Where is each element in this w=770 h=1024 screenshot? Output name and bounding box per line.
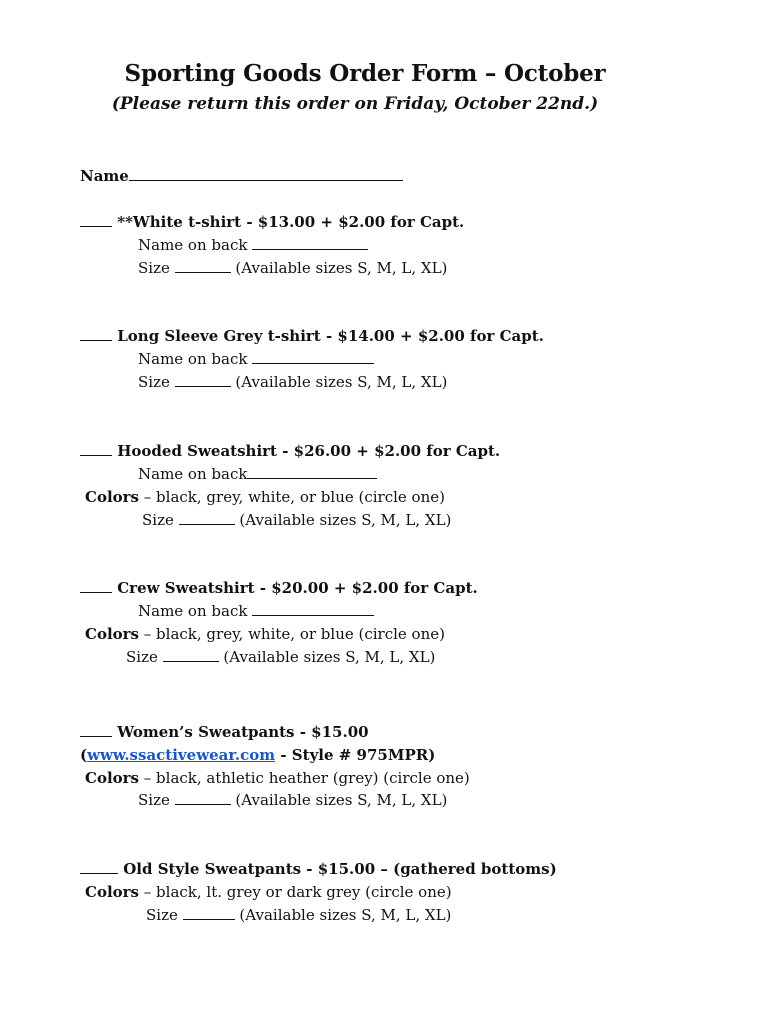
name-on-back-label: Name on back [138,236,248,254]
name-on-back-row [138,464,377,484]
quantity-blank[interactable] [80,326,112,341]
size-row [126,647,435,667]
item-title: Old Style Sweatpants - $15.00 – (gathered bottoms) [123,860,557,878]
colors-row [85,882,452,902]
available-sizes: (Available sizes S, M, L, XL) [223,648,436,666]
name-on-back-blank[interactable] [252,349,374,364]
size-label: Size [146,906,178,924]
color-options[interactable]: – black, grey, white, or blue (circle one) [143,488,445,506]
colors-label: Colors [85,488,139,506]
quantity-blank[interactable] [80,859,118,874]
name-input-blank[interactable] [129,166,403,181]
colors-label: Colors [85,883,139,901]
paren-open: ( [80,746,88,764]
colors-row [85,624,445,644]
item-hooded-sweatshirt-title-row [80,441,500,461]
item-old-style-sweatpants-title-row [80,859,557,879]
available-sizes: (Available sizes S, M, L, XL) [235,791,448,809]
size-label: Size [138,373,170,391]
available-sizes: (Available sizes S, M, L, XL) [239,511,452,529]
size-label: Size [138,259,170,277]
item-title: Hooded Sweatshirt - $26.00 + $2.00 for Capt. [117,442,501,460]
item-womens-sweatpants-title-row [80,722,369,742]
item-white-tshirt-title-row [80,212,464,232]
page-subtitle: (Please return this order on Friday, October 22nd.) [111,94,599,114]
item-title: Crew Sweatshirt - $20.00 + $2.00 for Capt. [117,579,478,597]
name-on-back-label: Name on back [138,465,248,483]
item-title: Long Sleeve Grey t-shirt - $14.00 + $2.00 for Capt. [117,327,544,345]
name-on-back-blank[interactable] [252,601,374,616]
size-row [142,510,451,530]
colors-row [85,487,445,507]
color-options[interactable]: – black, athletic heather (grey) (circle one) [143,769,470,787]
name-label: Name [80,167,129,185]
name-on-back-blank[interactable] [247,464,377,479]
colors-label: Colors [85,769,139,787]
name-field-row [80,166,403,186]
quantity-blank[interactable] [80,212,112,227]
name-on-back-row [138,349,374,369]
name-on-back-blank[interactable] [252,235,368,250]
size-blank[interactable] [163,647,219,662]
available-sizes: (Available sizes S, M, L, XL) [239,906,452,924]
colors-label: Colors [85,625,139,643]
style-number: - Style # 975MPR) [280,746,436,764]
available-sizes: (Available sizes S, M, L, XL) [235,373,448,391]
size-row [138,258,447,278]
size-blank[interactable] [175,790,231,805]
color-options[interactable]: – black, grey, white, or blue (circle one) [143,625,445,643]
size-label: Size [138,791,170,809]
size-label: Size [142,511,174,529]
available-sizes: (Available sizes S, M, L, XL) [235,259,448,277]
name-on-back-row [138,601,374,621]
item-crew-sweatshirt-title-row [80,578,478,598]
color-options[interactable]: – black, lt. grey or dark grey (circle one) [143,883,452,901]
size-blank[interactable] [175,258,231,273]
item-title: **White t-shirt - $13.00 + $2.00 for Capt. [117,213,465,231]
style-reference-row [80,745,435,765]
size-row [146,905,451,925]
quantity-blank[interactable] [80,578,112,593]
name-on-back-label: Name on back [138,350,248,368]
size-row [138,790,447,810]
page-title: Sporting Goods Order Form – October [124,60,606,87]
ssactivewear-link[interactable]: www.ssactivewear.com [87,746,276,764]
name-on-back-label: Name on back [138,602,248,620]
name-on-back-row [138,235,368,255]
quantity-blank[interactable] [80,722,112,737]
item-title: Women’s Sweatpants - $15.00 [117,723,369,741]
colors-row [85,768,470,788]
item-long-sleeve-title-row [80,326,544,346]
size-blank[interactable] [175,372,231,387]
size-blank[interactable] [179,510,235,525]
size-row [138,372,447,392]
size-label: Size [126,648,158,666]
size-blank[interactable] [183,905,235,920]
quantity-blank[interactable] [80,441,112,456]
